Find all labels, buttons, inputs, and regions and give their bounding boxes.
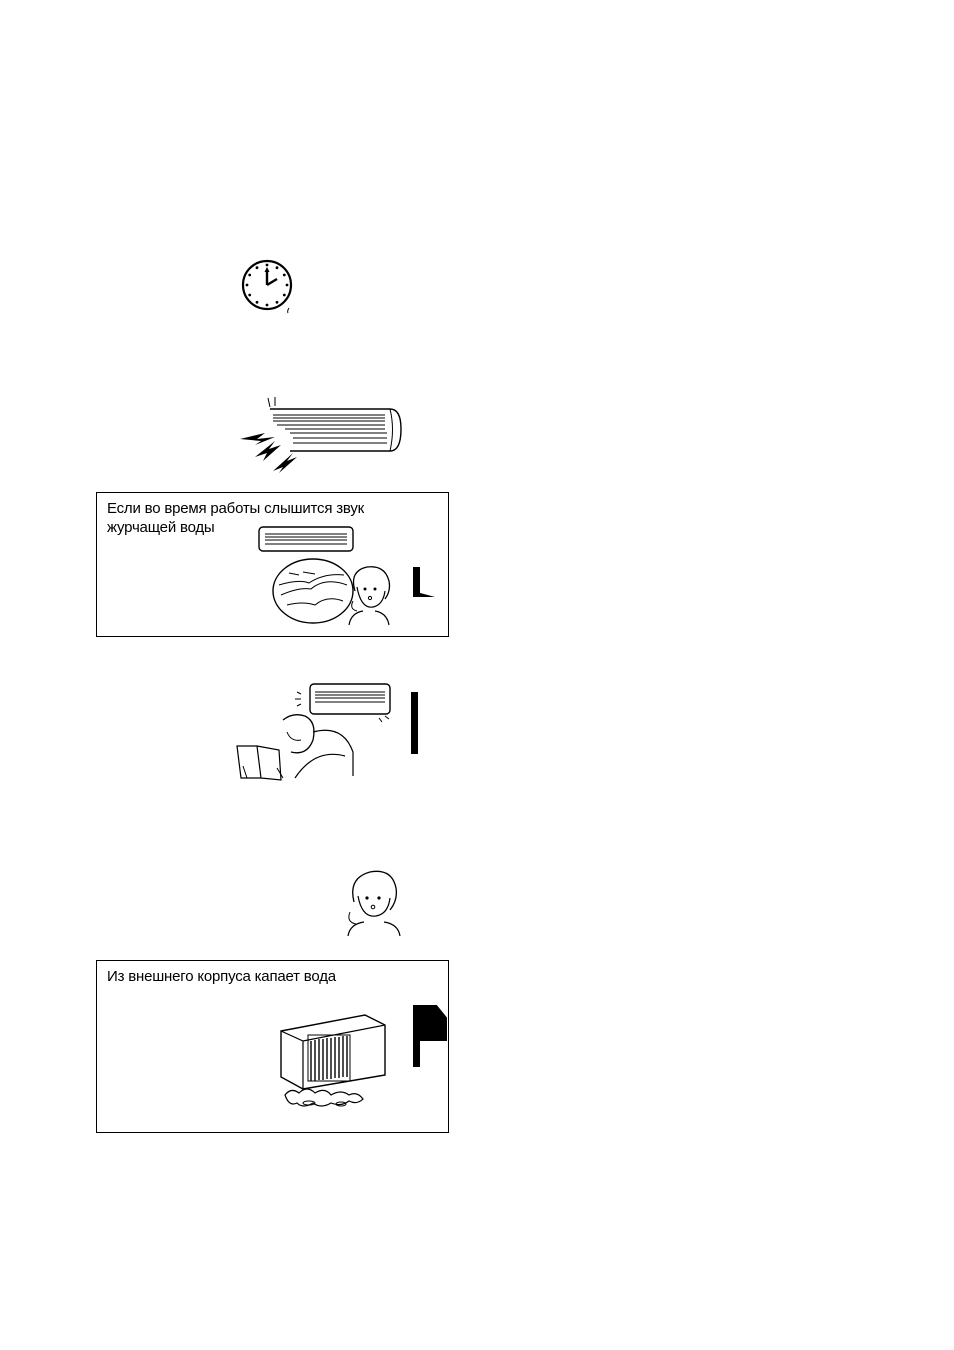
side-tab-marker-flag [413, 1005, 447, 1041]
person-worried-icon [344, 866, 404, 938]
dripping-water-panel [96, 960, 449, 1133]
indoor-unit-noise-icon [235, 395, 405, 475]
dripping-water-title: Из внешнего корпуса капает вода [107, 968, 336, 985]
water-sound-title-line1: Если во время работы слышится звук [107, 500, 365, 517]
side-tab-marker [411, 692, 418, 754]
water-sound-panel [96, 492, 449, 637]
person-listening-icon [345, 561, 395, 627]
person-reading-icon [235, 680, 420, 780]
clock-icon [240, 258, 300, 318]
water-puddle-icon [281, 1079, 371, 1107]
water-sound-title-line2: журчащей воды [107, 519, 215, 536]
indoor-unit-icon [257, 525, 357, 557]
side-tab-marker-foot [413, 591, 435, 597]
